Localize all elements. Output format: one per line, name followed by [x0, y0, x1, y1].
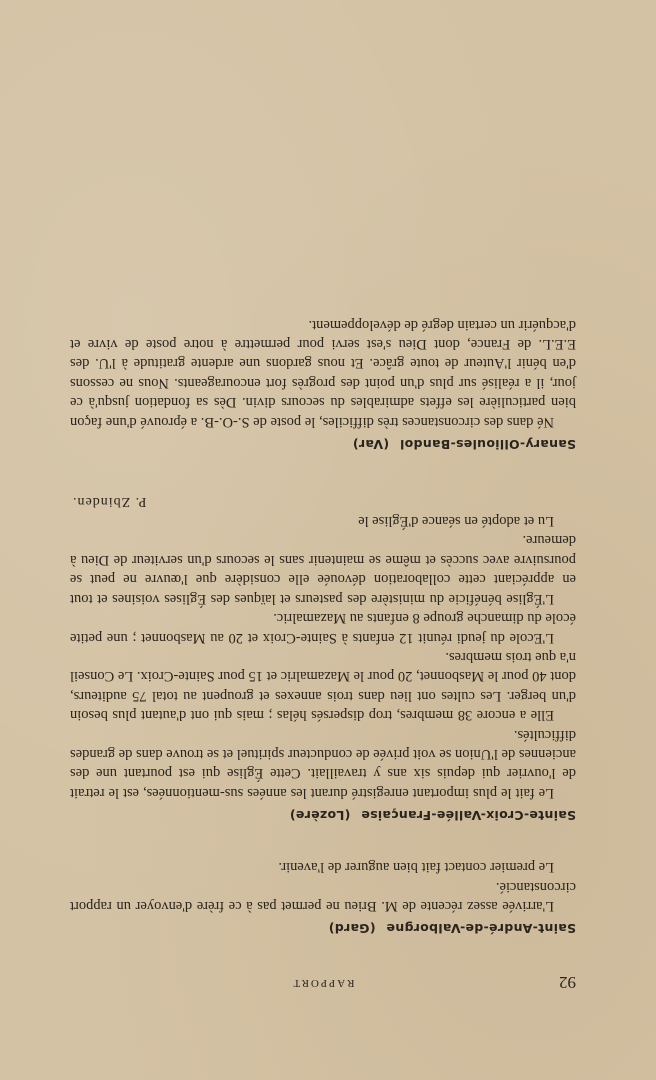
section-name: Saint-André-de-Valborgne: [386, 921, 576, 936]
paragraph: Le fait le plus important enregistré durant les années sus-mentionnées, est le retrait de l'ouvrier qui depuis six ans y travaillait. Cette Église qui est pourtant une des anciennes de l'Union se voit privée de conducteur spirituel et se trouve dans de grandes difficultés.: [70, 726, 576, 801]
paragraph: Né dans des circonstances très difficiles, le poste de S.-O.-B. a éprouvé d'une façon bien particulière les effets admirables du secours divin. Dès sa fondation jusqu'à ce jour, il a réalisé sur plus d'un point des progrès fort encourageants. Nous ne cessons d'en bénir l'Auteur de toute grâce. Et nous gardons une ardente gratitude à l'U. des E.E.L. de France, dont Dieu s'est servi pour permettre à notre poste de vivre et d'acquérir un certain degré de développement.: [70, 316, 576, 430]
running-title: RAPPORT: [291, 977, 355, 989]
section-region: (Var): [352, 436, 390, 452]
paragraph: Elle a encore 38 membres, trop dispersés hélas ; mais qui ont d'autant plus besoin d'un berger. Les cultes ont lieu dans trois annexes et groupent au total 75 auditeurs, dont 40 pour le Masbonnet, 20 pour le Mazamalric et 15 pour Sainte-Croix. Le Conseil n'a que trois membres.: [70, 648, 576, 724]
paragraph: Lu et adopté en séance d'Église le: [358, 513, 554, 530]
signature: P. Zbinden.: [72, 493, 147, 509]
paragraph: L'Église bénéficie du ministère des pasteurs et laïques des Églises voisines et tout en appréciant cette collaboration dévouée elle considère que l'œuvre ne peut se poursuivre avec succès et même se maintenir sans le secours d'un serviteur de Dieu à demeure.: [70, 532, 576, 607]
section-title-sanary: [70, 437, 576, 452]
section-name: Sainte-Croix-Vallée-Française: [361, 807, 576, 823]
section-title-saint-andre: [70, 921, 576, 936]
page-number: 92: [559, 973, 576, 992]
paragraph: L'arrivée assez récente de M. Brieu ne permet pas à ce frère d'envoyer un rapport circonstancié.: [70, 878, 576, 914]
section-title-sainte-croix: [70, 808, 576, 823]
section-region: (Gard): [328, 921, 376, 936]
page-header: [70, 962, 576, 992]
paragraph: Le premier contact fait bien augurer de l'avenir.: [278, 859, 554, 876]
section-name: Sanary-Ollioules-Bandol: [399, 436, 576, 452]
section-region: (Lozère): [289, 807, 351, 823]
page-body: [70, 314, 576, 992]
paragraph: L'Ecole du jeudi réunit 12 enfants à Sainte-Croix et 20 au Masbonnet ; une petite école du dimanche groupe 8 enfants au Mazamalric.: [70, 610, 576, 646]
